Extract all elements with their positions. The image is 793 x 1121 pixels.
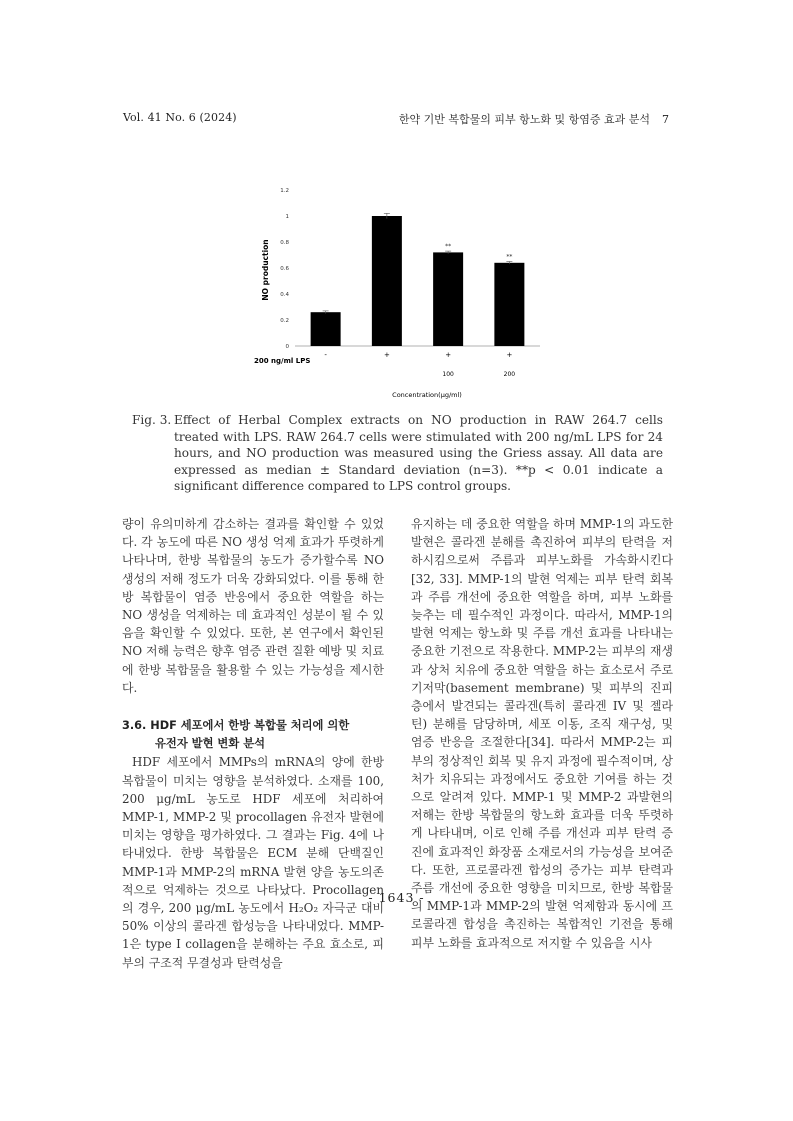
lps-row-value: + [383,351,390,359]
lps-row-value: - [324,351,327,359]
y-axis-label: NO production [261,239,270,301]
lps-row-value: + [445,351,452,359]
figure-caption [132,412,663,495]
figure-label: Fig. 3. [132,413,172,427]
lps-row-value: + [506,351,513,359]
concentration-value: 200 [503,371,516,378]
paragraph: HDF 세포에서 MMPs의 mRNA의 양에 한방 복합물이 미치는 영향을 분석하였다. 소재를 100, 200 μg/mL 농도로 HDF 세포에 처리하여 MMP-1, MMP-2 및 procollagen 유전자 발현에 미치는 영향을 평가하였다. 그 결과는 Fig. 4에 나타내었다. 한방 복합물은 ECM 분해 단백질인 MMP-1과 MMP-2의 mRNA 발현 양을 농도의존적으로 억제하는 것으로 나타났다. Procollagen의 경우, 200 μg/mL 농도에서 H₂O₂ 자극군 대비 50% 이상의 콜라겐 합성능을 나타내었다. MMP-1은 type I collagen을 분해하는 주요 효소로, 피부의 구조적 무결성과 탄력성을 [122,755,384,970]
x-axis-label: Concentration(μg/ml) [392,391,462,399]
bar [372,216,402,346]
paragraph: 량이 유의미하게 감소하는 결과를 확인할 수 있었다. 각 농도에 따른 NO 생성 억제 효과가 뚜렷하게 나타나며, 한방 복합물의 농도가 증가할수록 NO 생성의 저해 정도가 더욱 강화되었다. 이를 통해 한방 복합물이 염증 반응에서 중요한 역할을 하는 NO 생성을 억제하는 데 효과적인 성분이 될 수 있음을 확인할 수 있었다. 또한, 본 연구에서 확인된 NO 저해 능력은 향후 염증 관련 질환 예방 및 치료에 한방 복합물을 활용할 수 있는 가능성을 제시한다. [122,517,384,695]
y-tick-label: 0.8 [280,240,289,246]
chart-bars [311,213,525,346]
bar [494,263,524,346]
running-title: 한약 기반 복합물의 피부 항노화 및 항염증 효과 분석 [398,113,650,126]
concentration-value: 100 [442,371,454,378]
caption-text: Effect of Herbal Complex extracts on NO production in RAW 264.7 cells treated with LPS. RAW 264.7 cells were stimulated with 200 ng/mL LPS for 24 hours, and NO production was measured using the Griess assay. All data are expressed as median ± Standard deviation (n=3). **p < 0.01 indicate a significant difference compared to LPS control groups. [174,413,663,493]
y-tick-label: 0.4 [280,292,289,298]
y-tick-label: 0.2 [280,318,289,324]
running-header [399,111,669,127]
bar [433,252,463,346]
section-heading [122,717,384,753]
y-tick-label: 0 [285,344,289,350]
header-page-number: 7 [662,113,669,126]
paragraph: 유지하는 데 중요한 역할을 하며 MMP-1의 과도한 발현은 콜라겐 분해를 촉진하여 피부의 탄력을 저하시킴으로써 주름과 피부노화를 가속화시킨다[32, 33]. MMP-1의 발현 억제는 피부 탄력 회복과 주름 개선에 중요한 역할을 하며, 피부 노화를 늦추는 데 필수적인 과정이다. 따라서, MMP-1의 발현 억제는 항노화 및 주름 개선 효과를 나타내는 중요한 기전으로 작용한다. MMP-2는 피부의 재생과 상처 치유에 중요한 역할을 하는 효소로서 주로 기저막(basement membrane) 및 피부의 진피층에서 발견되는 콜라겐(특히 콜라겐 IV 및 젤라틴) 분해를 담당하며, 세포 이동, 조직 재구성, 및 염증 반응을 조절한다[34]. 따라서 MMP-2는 피부의 정상적인 회복 및 유지 과정에 필수적이며, 상처가 치유되는 과정에서도 중요한 기여를 하는 것으로 알려져 있다. MMP-1 및 MMP-2 과발현의 저해는 한방 복합물의 항노화 효과를 더욱 뚜렷하게 나타내며, 이로 인해 주름 개선과 피부 탄력 증진에 효과적인 화장품 소재로서의 가능성을 보여준다. 또한, 프로콜라겐 합성의 증가는 피부 탄력과 주름 개선에 중요한 영향을 미치므로, 한방 복합물의 MMP-1과 MMP-2의 발현 억제함과 동시에 프로콜라겐 합성을 촉진하는 복합적인 기전을 통해 피부 노화를 효과적으로 저지할 수 있음을 시사 [411,517,673,950]
significance-mark: ** [445,243,452,251]
y-tick-label: 0.6 [280,266,289,272]
journal-volume: Vol. 41 No. 6 (2024) [123,111,237,124]
y-tick-label: 1 [285,214,289,220]
lps-row-label: 200 ng/ml LPS [254,357,311,365]
right-column [411,515,673,952]
page-number: - 1643 - [368,890,425,905]
section-heading-line-1: 3.6. HDF 세포에서 한방 복합물 처리에 의한 [122,719,350,733]
y-tick-label: 1.2 [280,188,289,194]
no-production-chart [240,180,570,405]
section-heading-line-2: 유전자 발현 변화 분석 [155,737,266,751]
significance-mark: ** [506,253,513,261]
bar [311,312,341,346]
